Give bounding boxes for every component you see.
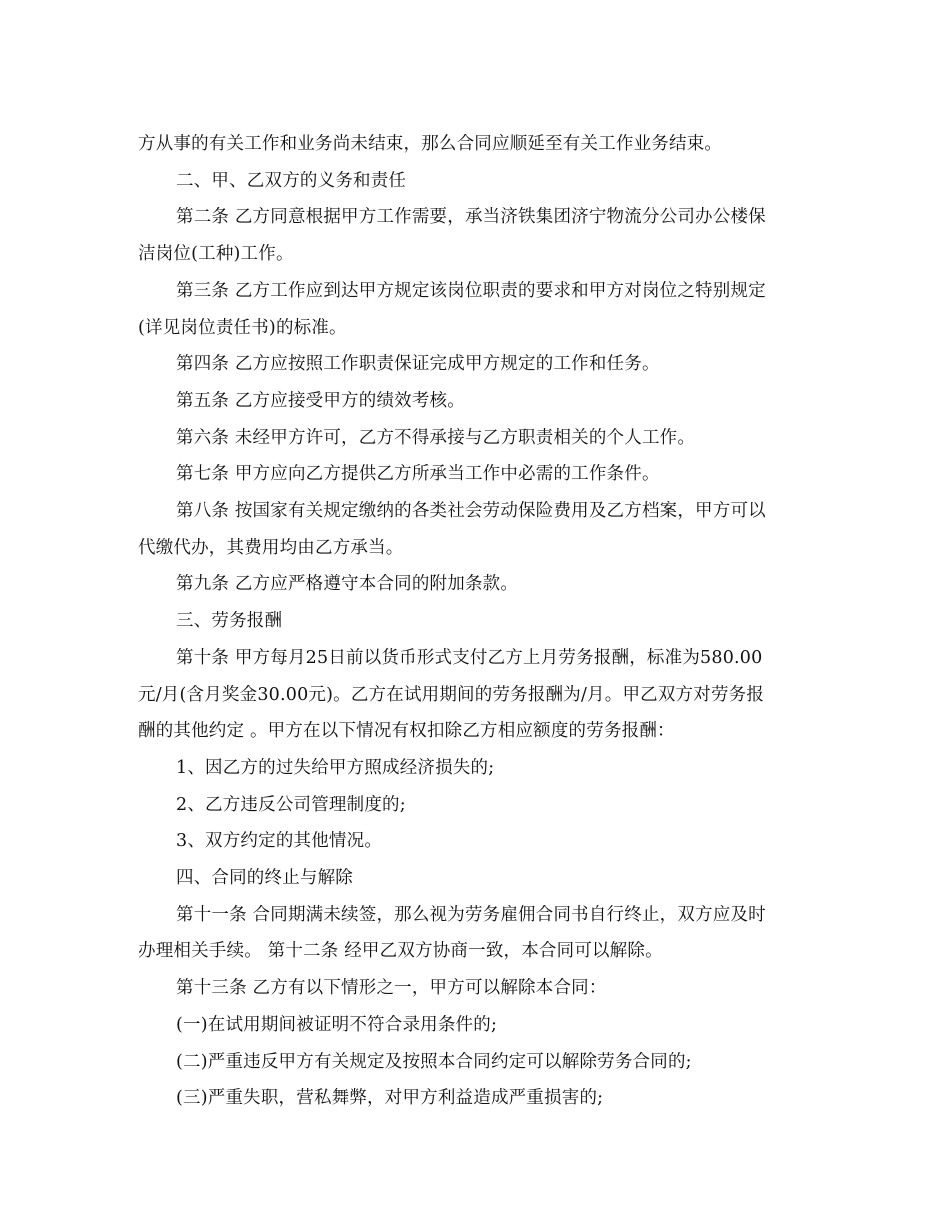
text-line: 第九条 乙方应严格遵守本合同的附加条款。 <box>176 574 519 595</box>
text-line: 方从事的有关工作和业务尚未结束，那么合同应顺延至有关工作业务结束。 <box>138 134 723 154</box>
text-line: (一)在试用期间被证明不符合录用条件的; <box>176 1014 498 1035</box>
text-line: 第二条 乙方同意根据甲方工作需要，承当济铁集团济宁物流分公司办公楼保 <box>176 207 766 228</box>
text-line: 三、劳务报酬 <box>176 611 283 632</box>
text-line: 第四条 乙方应按照工作职责保证完成甲方规定的工作和任务。 <box>176 354 660 375</box>
text-line: 第十条 甲方每月25日前以货币形式支付乙方上月劳务报酬，标准为580.00 <box>176 647 763 668</box>
section-heading-obligations <box>138 163 810 200</box>
text-line: 第七条 甲方应向乙方提供乙方所承当工作中必需的工作条件。 <box>176 464 660 485</box>
text-line: 第三条 乙方工作应到达甲方规定该岗位职责的要求和甲方对岗位之特别规定 <box>176 280 766 301</box>
article-13 <box>138 970 810 1007</box>
article-6 <box>138 420 810 457</box>
article-9 <box>138 566 810 603</box>
article-3 <box>138 273 810 346</box>
article-5 <box>138 383 810 420</box>
article-2 <box>138 199 810 272</box>
text-line: 1、因乙方的过失给甲方照成经济损失的; <box>176 757 495 778</box>
text-line: 3、双方约定的其他情况。 <box>176 831 383 852</box>
text-line: 四、合同的终止与解除 <box>176 868 353 889</box>
text-line: 第十三条 乙方有以下情形之一，甲方可以解除本合同： <box>176 978 607 999</box>
deduction-item-2 <box>138 787 810 824</box>
paragraph-continuation <box>138 126 810 163</box>
article-11-12 <box>138 897 810 970</box>
article-7 <box>138 456 810 493</box>
termination-item-3 <box>138 1080 810 1117</box>
text-line: (三)严重失职，营私舞弊，对甲方利益造成严重损害的; <box>176 1088 604 1109</box>
text-line: 洁岗位(工种)工作。 <box>138 244 294 265</box>
text-line: (二)严重违反甲方有关规定及按照本合同约定可以解除劳务合同的; <box>176 1051 692 1072</box>
text-line: 第八条 按国家有关规定缴纳的各类社会劳动保险费用及乙方档案，甲方可以 <box>176 501 766 522</box>
text-line: 代缴代办，其费用均由乙方承当。 <box>138 537 404 558</box>
text-line: 2、乙方违反公司管理制度的; <box>176 794 406 815</box>
text-line: 二、甲、乙双方的义务和责任 <box>176 170 407 191</box>
contract-body <box>138 126 810 1117</box>
deduction-item-3 <box>138 823 810 860</box>
text-line: 第五条 乙方应接受甲方的绩效考核。 <box>176 390 465 411</box>
text-line: 酬的其他约定 。甲方在以下情况有权扣除乙方相应额度的劳务报酬： <box>138 721 675 742</box>
termination-item-1 <box>138 1007 810 1044</box>
text-line: 第六条 未经甲方许可，乙方不得承接与乙方职责相关的个人工作。 <box>176 427 696 448</box>
text-line: 办理相关手续。 第十二条 经甲乙双方协商一致，本合同可以解除。 <box>138 941 663 962</box>
deduction-item-1 <box>138 750 810 787</box>
article-4 <box>138 346 810 383</box>
text-line: 元/月(含月奖金30.00元)。乙方在试用期间的劳务报酬为/月。甲乙双方对劳务报 <box>138 684 765 705</box>
section-heading-remuneration <box>138 603 810 640</box>
termination-item-2 <box>138 1044 810 1081</box>
article-8 <box>138 493 810 566</box>
text-line: 第十一条 合同期满未续签，那么视为劳务雇佣合同书自行终止，双方应及时 <box>176 904 766 925</box>
text-line: (详见岗位责任书)的标准。 <box>138 317 347 338</box>
article-10 <box>138 640 810 750</box>
section-heading-termination <box>138 860 810 897</box>
